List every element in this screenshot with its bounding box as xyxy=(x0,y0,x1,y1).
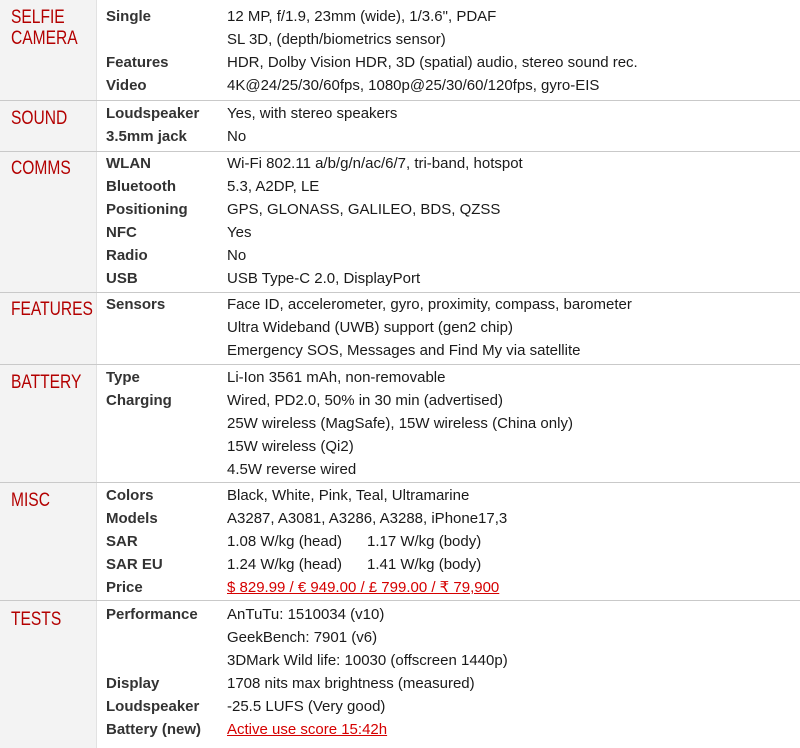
section-head xyxy=(0,601,97,748)
spec-row xyxy=(97,244,800,267)
spec-row xyxy=(97,530,800,553)
spec-label: Loudspeaker xyxy=(106,105,200,122)
spec-label: Loudspeaker xyxy=(106,698,200,715)
section-title: FEATURES xyxy=(11,299,93,320)
spec-label: Positioning xyxy=(106,201,188,218)
spec-row xyxy=(97,221,800,244)
spec-label: Battery (new) xyxy=(106,721,202,738)
spec-row xyxy=(97,603,800,626)
spec-label: Charging xyxy=(106,392,172,409)
spec-row xyxy=(97,125,800,148)
spec-value: 15W wireless (Qi2) xyxy=(227,438,354,455)
spec-value: Black, White, Pink, Teal, Ultramarine xyxy=(227,487,470,504)
spec-label: Price xyxy=(106,579,143,596)
section-head xyxy=(0,483,97,600)
spec-row xyxy=(97,102,800,125)
spec-label: NFC xyxy=(106,224,137,241)
spec-value: 3DMark Wild life: 10030 (offscreen 1440p) xyxy=(227,652,508,669)
spec-value: 1708 nits max brightness (measured) xyxy=(227,675,475,692)
spec-value: AnTuTu: 1510034 (v10) xyxy=(227,606,385,623)
spec-row xyxy=(97,672,800,695)
spec-row xyxy=(97,51,800,74)
spec-row xyxy=(97,576,800,599)
spec-value xyxy=(227,718,796,741)
spec-row xyxy=(97,553,800,576)
spec-label: 3.5mm jack xyxy=(106,128,187,145)
spec-row xyxy=(97,74,800,97)
spec-label: Bluetooth xyxy=(106,178,176,195)
spec-row xyxy=(97,316,800,339)
section-title: MISC xyxy=(11,490,50,511)
section-head xyxy=(0,365,97,482)
spec-value: -25.5 LUFS (Very good) xyxy=(227,698,386,715)
spec-row xyxy=(97,649,800,672)
section-sound xyxy=(0,100,800,151)
spec-row xyxy=(97,267,800,290)
spec-row xyxy=(97,435,800,458)
sar-eu-head: 1.24 W/kg (head) xyxy=(227,556,343,573)
battery-score-link[interactable]: Active use score 15:42h xyxy=(227,721,388,738)
spec-label: Type xyxy=(106,369,140,386)
section-head xyxy=(0,152,97,292)
spec-row xyxy=(97,389,800,412)
spec-value: Li-Ion 3561 mAh, non-removable xyxy=(227,369,446,386)
spec-value: Wi-Fi 802.11 a/b/g/n/ac/6/7, tri-band, hotspot xyxy=(227,155,523,172)
spec-value: Wired, PD2.0, 50% in 30 min (advertised) xyxy=(227,392,503,409)
spec-label: Display xyxy=(106,675,160,692)
spec-value: USB Type-C 2.0, DisplayPort xyxy=(227,270,421,287)
sar-head: 1.08 W/kg (head) xyxy=(227,533,343,550)
spec-label: SAR xyxy=(106,533,138,550)
section-battery xyxy=(0,364,800,482)
spec-label: Models xyxy=(106,510,158,527)
section-title: BATTERY xyxy=(11,372,82,393)
spec-value: Yes, with stereo speakers xyxy=(227,105,398,122)
spec-label: Colors xyxy=(106,487,154,504)
spec-row xyxy=(97,458,800,481)
spec-row xyxy=(97,152,800,175)
spec-value: 5.3, A2DP, LE xyxy=(227,178,320,195)
section-tests xyxy=(0,600,800,748)
spec-label: SAR EU xyxy=(106,556,163,573)
spec-value: Ultra Wideband (UWB) support (gen2 chip) xyxy=(227,319,513,336)
section-selfie-camera xyxy=(0,0,800,100)
spec-value: GPS, GLONASS, GALILEO, BDS, QZSS xyxy=(227,201,501,218)
spec-value xyxy=(227,553,796,576)
spec-value: 25W wireless (MagSafe), 15W wireless (China only) xyxy=(227,415,573,432)
spec-value: SL 3D, (depth/biometrics sensor) xyxy=(227,31,446,48)
sar-eu-body: 1.41 W/kg (body) xyxy=(367,556,482,573)
spec-label: WLAN xyxy=(106,155,151,172)
spec-value: A3287, A3081, A3286, A3288, iPhone17,3 xyxy=(227,510,508,527)
spec-row xyxy=(97,5,800,28)
price-link[interactable]: $ 829.99 / € 949.00 / £ 799.00 / ₹ 79,900 xyxy=(227,579,500,596)
section-features xyxy=(0,292,800,364)
section-head xyxy=(0,293,97,364)
spec-label: Performance xyxy=(106,606,198,623)
spec-row xyxy=(97,293,800,316)
spec-value xyxy=(227,576,796,599)
spec-value: No xyxy=(227,128,247,145)
spec-value: Emergency SOS, Messages and Find My via satellite xyxy=(227,342,581,359)
section-head xyxy=(0,0,97,100)
spec-value: 4.5W reverse wired xyxy=(227,461,357,478)
spec-value: 12 MP, f/1.9, 23mm (wide), 1/3.6", PDAF xyxy=(227,8,497,25)
spec-value xyxy=(227,530,796,553)
spec-value: 4K@24/25/30/60fps, 1080p@25/30/60/120fps, gyro-EIS xyxy=(227,77,600,94)
spec-label: Video xyxy=(106,77,147,94)
spec-row xyxy=(97,28,800,51)
spec-value: HDR, Dolby Vision HDR, 3D (spatial) audio, stereo sound rec. xyxy=(227,54,638,71)
spec-label: USB xyxy=(106,270,138,287)
section-misc xyxy=(0,482,800,600)
section-head xyxy=(0,101,97,151)
section-comms xyxy=(0,151,800,292)
section-title: SELFIE CAMERA xyxy=(11,7,78,49)
spec-value: Yes xyxy=(227,224,252,241)
spec-row xyxy=(97,198,800,221)
spec-value: GeekBench: 7901 (v6) xyxy=(227,629,378,646)
spec-value: Face ID, accelerometer, gyro, proximity, compass, barometer xyxy=(227,296,632,313)
spec-row xyxy=(97,718,800,741)
spec-label: Sensors xyxy=(106,296,166,313)
spec-row xyxy=(97,339,800,362)
sar-body: 1.17 W/kg (body) xyxy=(367,533,482,550)
spec-row xyxy=(97,507,800,530)
section-title: TESTS xyxy=(11,609,62,630)
spec-row xyxy=(97,412,800,435)
spec-row xyxy=(97,626,800,649)
spec-value: No xyxy=(227,247,247,264)
spec-row xyxy=(97,695,800,718)
spec-label: Radio xyxy=(106,247,148,264)
spec-row xyxy=(97,366,800,389)
section-title: COMMS xyxy=(11,158,71,179)
section-title: SOUND xyxy=(11,108,68,129)
spec-label: Single xyxy=(106,8,152,25)
spec-row xyxy=(97,175,800,198)
spec-label: Features xyxy=(106,54,169,71)
spec-row xyxy=(97,484,800,507)
